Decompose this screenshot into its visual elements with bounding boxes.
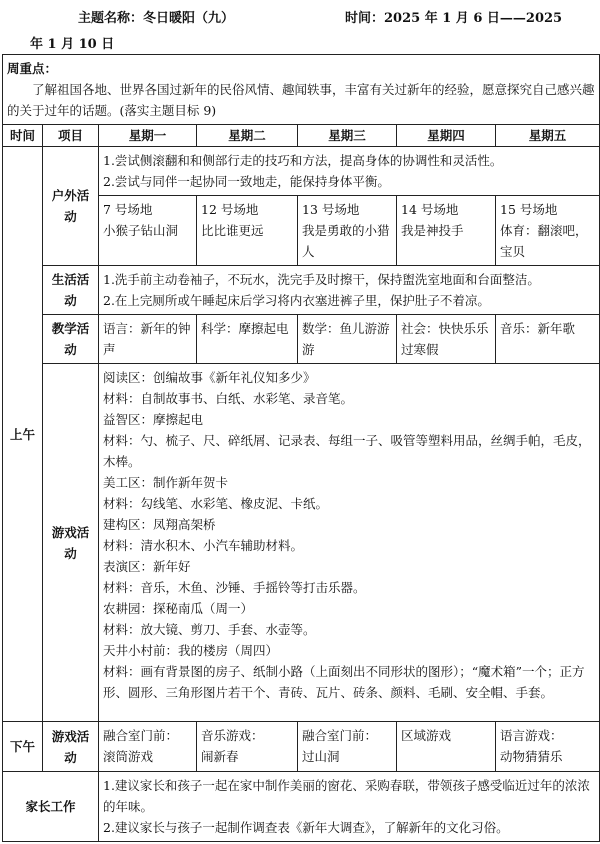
outdoor-goal: 2.尝试与同伴一起协同一致地走，能保持身体平衡。 [103, 174, 390, 189]
game-line: 表演区：新年好 [103, 559, 191, 574]
activity: 体育：翻滚吧，宝贝 [500, 223, 588, 259]
game-line: 建构区：凤翔高架桥 [103, 517, 216, 532]
afternoon-wednesday [298, 722, 397, 772]
teaching-tuesday: 科学：摩擦起电 [197, 315, 298, 364]
venue: 15 号场地 [500, 202, 558, 217]
game-line: 农耕园：探秘南瓜（周一） [103, 601, 254, 616]
venue: 14 号场地 [401, 202, 459, 217]
place: 融合室门前： [302, 728, 378, 743]
teaching-thursday: 社会：快快乐乐过寒假 [397, 315, 496, 364]
game-line: 材料：音乐，木鱼、沙锤、手摇铃等打击乐器。 [103, 580, 366, 595]
parent-work [99, 772, 600, 842]
game: 动物猜猜乐 [500, 749, 563, 764]
weekly-focus-text: 了解祖国各地、世界各国过新年的民俗风情、趣闻轶事，丰富有关过新年的经验，愿意探究自己感兴趣的关于过年的话题。(落实主题目标 9) [7, 82, 595, 118]
venue: 12 号场地 [201, 202, 259, 217]
place: 区域游戏 [401, 728, 452, 743]
teaching-friday: 音乐：新年歌 [496, 315, 600, 364]
outdoor-tuesday [197, 196, 298, 266]
game-line: 益智区：摩擦起电 [103, 412, 204, 427]
life-activity-line: 1.洗手前主动卷袖子，不玩水，洗完手及时擦干，保持盥洗室地面和台面整洁。 [103, 272, 540, 287]
place: 音乐游戏： [201, 728, 264, 743]
column-header-item: 项目 [43, 125, 99, 147]
outdoor-thursday [397, 196, 496, 266]
outdoor-monday [99, 196, 197, 266]
column-header-monday: 星期一 [99, 125, 197, 147]
activity: 比比谁更远 [201, 223, 264, 238]
game-line: 材料：清水积木、小汽车辅助材料。 [103, 538, 304, 553]
game-line: 材料：画有背景图的房子、纸制小路（上面刻出不同形状的图形）；“魔术箱”一个；正方形、圆形、三角形图片若干个、青砖、瓦片、砖条、颜料、毛刷、安全帽、手套。 [103, 664, 585, 700]
teaching-wednesday: 数学：鱼儿游游游 [298, 315, 397, 364]
game-activity-areas [99, 364, 600, 722]
game: 滚筒游戏 [103, 749, 154, 764]
column-header-time: 时间 [3, 125, 43, 147]
date-range: 时间：2025 年 1 月 6 日——2025 [345, 11, 563, 26]
game: 闹新春 [201, 749, 239, 764]
weekly-plan-table [2, 54, 600, 842]
game-line: 材料：放大镜、剪刀、手套、水壶等。 [103, 622, 316, 637]
afternoon-label: 下午 [3, 722, 43, 772]
outdoor-friday [496, 196, 600, 266]
afternoon-game-label: 游戏活动 [43, 722, 99, 772]
date-range-end: 年 1 月 10 日 [30, 37, 115, 52]
game-line: 材料：勾线笔、水彩笔、橡皮泥、卡纸。 [103, 496, 329, 511]
activity: 小猴子钻山洞 [103, 223, 179, 238]
column-header-tuesday: 星期二 [197, 125, 298, 147]
afternoon-monday [99, 722, 197, 772]
afternoon-thursday [397, 722, 496, 772]
parent-work-line: 1.建议家长和孩子一起在家中制作美丽的窗花、采购春联，带领孩子感受临近过年的浓浓的年味。 [103, 778, 590, 814]
afternoon-tuesday [197, 722, 298, 772]
weekly-focus [3, 55, 600, 125]
game-line: 材料：勺、梳子、尺、碎纸屑、记录表、每组一子、吸管等塑料用品，丝绸手帕，毛皮，木棒。 [103, 433, 591, 469]
column-header-friday: 星期五 [496, 125, 600, 147]
teaching-activity-label: 教学活动 [43, 315, 99, 364]
column-header-thursday: 星期四 [397, 125, 496, 147]
venue: 13 号场地 [302, 202, 360, 217]
teaching-monday: 语言：新年的钟声 [99, 315, 197, 364]
life-activity [99, 266, 600, 315]
outdoor-goals [99, 147, 600, 196]
life-activity-line: 2.在上完厕所或午睡起床后学习将内衣塞进裤子里，保护肚子不着凉。 [103, 293, 490, 308]
life-activity-label: 生活活动 [43, 266, 99, 315]
outdoor-wednesday [298, 196, 397, 266]
parent-work-label: 家长工作 [3, 772, 99, 842]
morning-label: 上午 [3, 147, 43, 722]
column-header-wednesday: 星期三 [298, 125, 397, 147]
game-activity-label: 游戏活动 [43, 364, 99, 722]
venue: 7 号场地 [103, 202, 153, 217]
outdoor-goal: 1.尝试侧滚翻和和侧部行走的技巧和方法，提高身体的协调性和灵活性。 [103, 153, 503, 168]
theme-title: 主题名称：冬日暖阳（九） [78, 11, 235, 26]
activity: 我是勇敢的小猎人 [302, 223, 390, 259]
game-line: 材料：自制故事书、白纸、水彩笔、录音笔。 [103, 391, 354, 406]
game: 过山洞 [302, 749, 340, 764]
parent-work-line: 2.建议家长与孩子一起制作调查表《新年大调查》，了解新年的文化习俗。 [103, 820, 509, 835]
game-line: 天井小村前：我的楼房（周四） [103, 643, 279, 658]
afternoon-friday [496, 722, 600, 772]
place: 融合室门前： [103, 728, 179, 743]
game-line: 美工区：制作新年贺卡 [103, 475, 229, 490]
weekly-focus-title: 周重点： [7, 61, 58, 76]
outdoor-activity-label: 户外活动 [43, 147, 99, 266]
activity: 我是神投手 [401, 223, 464, 238]
place: 语言游戏： [500, 728, 563, 743]
game-line: 阅读区：创编故事《新年礼仪知多少》 [103, 370, 316, 385]
